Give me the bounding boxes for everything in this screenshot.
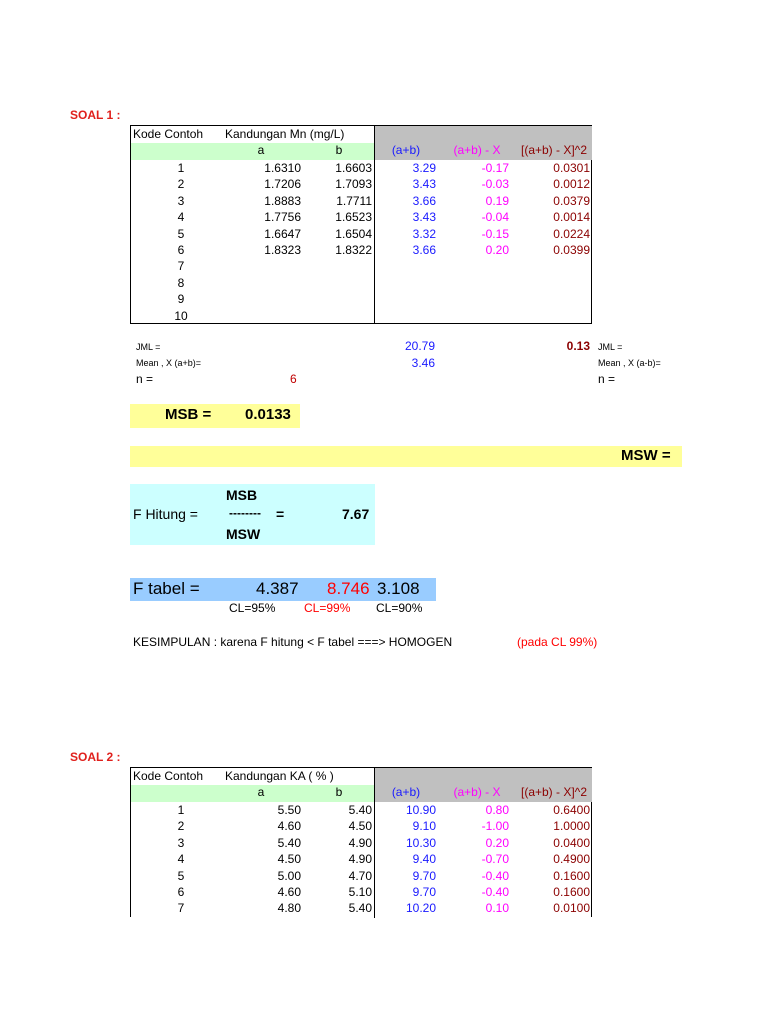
- cell-no: 6: [177, 885, 185, 899]
- cell-sq: 0.1600: [553, 885, 590, 899]
- cell-sum: 3.32: [412, 226, 436, 241]
- cell-b: 4.50: [348, 819, 372, 834]
- cell-sq: 0.0014: [553, 210, 590, 225]
- cell-diff: -1.00: [481, 819, 509, 834]
- ftabel-cl95-label: CL=95%: [229, 601, 276, 615]
- ftabel-cl90-value: 3.108: [377, 579, 420, 598]
- cell-no: 7: [177, 259, 185, 274]
- cell-diff: -0.03: [481, 177, 509, 192]
- cell-diff: 0.20: [485, 243, 509, 257]
- soal1-mean-label: Mean , X (a+b)=: [136, 358, 202, 368]
- cell-sum: 10.30: [405, 835, 436, 850]
- msw-box: [130, 446, 682, 467]
- soal1-header-b: b: [335, 143, 343, 157]
- soal1-jml-sum: 20.79: [404, 339, 435, 353]
- fhitung-line: --------: [229, 506, 261, 520]
- cell-b: 5.40: [348, 803, 372, 817]
- cell-diff: -0.70: [481, 852, 509, 867]
- cell-sum: 3.43: [412, 210, 436, 225]
- cell-sq: 0.0100: [553, 901, 590, 916]
- soal1-table: [130, 125, 592, 324]
- soal2-header-diff: (a+b) - X: [453, 785, 501, 799]
- cell-sq: 0.4900: [553, 852, 590, 867]
- cell-sum: 3.66: [412, 193, 436, 208]
- cell-a: 1.6310: [264, 161, 301, 175]
- soal2-header-sum: (a+b): [391, 785, 421, 799]
- cell-sq: 0.0224: [553, 226, 590, 241]
- cell-no: 5: [177, 226, 185, 241]
- soal1-header-kandungan: Kandungan Mn (mg/L): [225, 127, 345, 141]
- ftabel-cl99-label: CL=99%: [304, 601, 351, 615]
- soal1-right-mean-label: Mean , X (a-b)=: [598, 358, 661, 368]
- soal1-right-jml-label: JML =: [598, 342, 623, 352]
- cell-sum: 3.29: [412, 161, 436, 175]
- cell-diff: -0.04: [481, 210, 509, 225]
- cell-sq: 0.6400: [553, 803, 590, 817]
- ftabel-cl95-value: 4.387: [256, 579, 299, 598]
- cell-sum: 3.43: [412, 177, 436, 192]
- msb-label: MSB =: [165, 406, 212, 423]
- cell-sum: 10.20: [405, 901, 436, 916]
- fhitung-equals: =: [276, 506, 285, 522]
- soal1-header-sum: (a+b): [391, 143, 421, 157]
- cell-no: 10: [174, 308, 188, 323]
- soal1-label: SOAL 1 :: [70, 108, 121, 122]
- cell-a: 1.8323: [264, 243, 301, 257]
- soal2-header-kode: Kode Contoh: [133, 769, 204, 783]
- cell-b: 5.10: [348, 885, 372, 899]
- soal1-header-a: a: [257, 143, 265, 157]
- soal2-header-b: b: [335, 785, 343, 799]
- cell-a: 4.80: [277, 901, 301, 916]
- soal1-right-n-label: n =: [598, 372, 616, 386]
- cell-b: 4.90: [348, 852, 372, 867]
- cell-a: 1.7206: [264, 177, 301, 192]
- cell-a: 1.6647: [264, 226, 301, 241]
- cell-sq: 1.0000: [553, 819, 590, 834]
- cell-a: 5.40: [277, 835, 301, 850]
- cell-sq: 0.0400: [553, 835, 590, 850]
- cell-a: 5.00: [277, 868, 301, 883]
- cell-no: 3: [177, 835, 185, 850]
- cell-b: 1.6603: [335, 161, 372, 175]
- kesimpulan-text: KESIMPULAN : karena F hitung < F tabel ===> HOMOGEN: [133, 635, 453, 649]
- msb-value: 0.0133: [245, 406, 291, 423]
- cell-diff: 0.80: [485, 803, 509, 817]
- soal2-header-a: a: [257, 785, 265, 799]
- cell-sum: 9.70: [412, 868, 436, 883]
- cell-no: 4: [177, 210, 185, 225]
- fhitung-label: F Hitung =: [133, 506, 198, 522]
- soal1-n-value: 6: [290, 372, 297, 386]
- cell-no: 2: [177, 177, 185, 192]
- ftabel-cl99-value: 8.746: [327, 579, 370, 598]
- cell-a: 5.50: [277, 803, 301, 817]
- cell-sum: 9.10: [412, 819, 436, 834]
- cell-diff: 0.20: [485, 835, 509, 850]
- cell-sq: 0.0301: [553, 161, 590, 175]
- soal1-jml-label: JML =: [136, 342, 161, 352]
- cell-diff: -0.17: [481, 161, 509, 175]
- cell-b: 4.70: [348, 868, 372, 883]
- cell-no: 6: [177, 243, 185, 257]
- cell-sq: 0.0012: [553, 177, 590, 192]
- cell-b: 5.40: [348, 901, 372, 916]
- ftabel-label: F tabel =: [133, 579, 200, 598]
- cell-b: 1.6504: [335, 226, 372, 241]
- soal1-jml-sq: 0.13: [566, 339, 590, 353]
- cell-b: 1.7711: [336, 193, 372, 208]
- soal2-label: SOAL 2 :: [70, 750, 121, 764]
- cell-no: 4: [177, 852, 185, 867]
- soal1-header-sq: [(a+b) - X]^2: [521, 143, 587, 157]
- soal1-divider: [374, 160, 375, 324]
- cell-diff: -0.15: [481, 226, 509, 241]
- soal1-header-kode: Kode Contoh: [133, 127, 204, 141]
- fhitung-numerator: MSB: [226, 487, 258, 503]
- cell-diff: -0.40: [481, 885, 509, 899]
- cell-sum: 9.40: [412, 852, 436, 867]
- soal1-header-diff: (a+b) - X: [453, 143, 501, 157]
- soal2-divider: [374, 802, 375, 918]
- cell-sum: 9.70: [412, 885, 436, 899]
- cell-sum: 3.66: [412, 243, 436, 257]
- cell-a: 4.60: [277, 819, 301, 834]
- soal2-header-kandungan: Kandungan KA ( % ): [225, 769, 334, 783]
- cell-diff: 0.10: [485, 901, 509, 916]
- cell-b: 1.7093: [335, 177, 372, 192]
- cell-a: 1.7756: [264, 210, 301, 225]
- msw-label: MSW =: [621, 447, 671, 464]
- cell-a: 4.60: [277, 885, 301, 899]
- cell-no: 8: [177, 275, 185, 290]
- cell-a: 1.8883: [264, 193, 301, 208]
- soal2-table: [130, 767, 592, 917]
- cell-no: 5: [177, 868, 185, 883]
- cell-sum: 10.90: [405, 803, 436, 817]
- fhitung-denominator: MSW: [226, 526, 261, 542]
- cell-no: 7: [177, 901, 185, 916]
- cell-no: 1: [177, 161, 185, 175]
- cell-sq: 0.0379: [553, 193, 590, 208]
- cell-no: 1: [177, 803, 185, 817]
- cell-no: 3: [177, 193, 185, 208]
- cell-b: 4.90: [348, 835, 372, 850]
- soal1-n-label: n =: [136, 372, 154, 386]
- cell-diff: -0.40: [481, 868, 509, 883]
- cell-diff: 0.19: [485, 193, 509, 208]
- ftabel-cl90-label: CL=90%: [376, 601, 423, 615]
- cell-no: 2: [177, 819, 185, 834]
- cell-sq: 0.1600: [553, 868, 590, 883]
- soal1-mean-sum: 3.46: [411, 356, 435, 370]
- cell-b: 1.6523: [335, 210, 372, 225]
- cell-no: 9: [177, 292, 185, 307]
- cell-sq: 0.0399: [553, 243, 590, 257]
- soal2-header-sq: [(a+b) - X]^2: [521, 785, 587, 799]
- cell-a: 4.50: [277, 852, 301, 867]
- cell-b: 1.8322: [335, 243, 372, 257]
- kesimpulan-cl-note: (pada CL 99%): [517, 635, 598, 649]
- fhitung-value: 7.67: [342, 506, 370, 522]
